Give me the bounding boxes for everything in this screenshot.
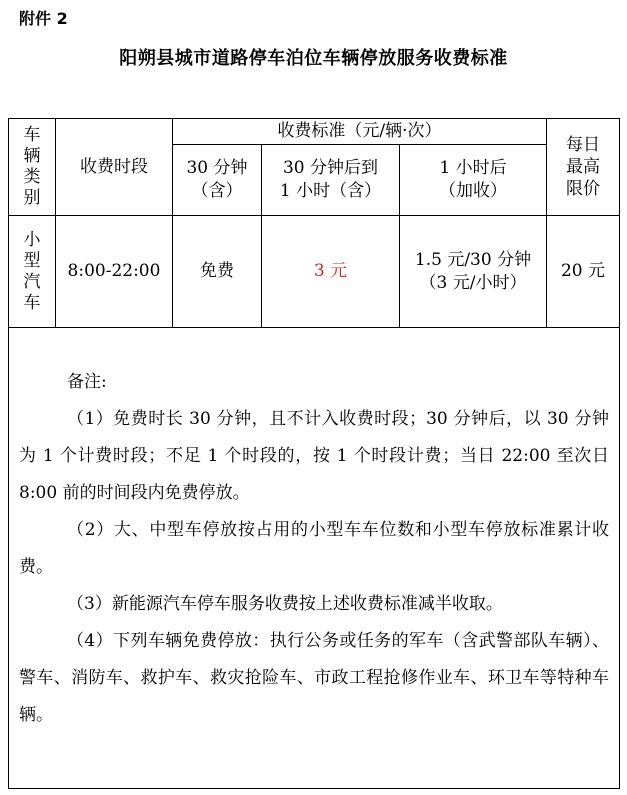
row-max-daily: 20 元 — [547, 216, 620, 328]
row-time-period: 8:00-22:00 — [56, 216, 173, 328]
row-30-to-60min-fee: 3 元 — [262, 216, 400, 328]
note-item-1: （1）免费时长 30 分钟，且不计入收费时段；30 分钟后，以 30 分钟为 1 个计费时段；不足 1 个时段的，按 1 个时段计费；当日 22:00 至次日 8:00 前的时间段内免费停放。 — [19, 409, 609, 503]
row-after-1h-fee: 1.5 元/30 分钟 （3 元/小时） — [400, 216, 547, 328]
header-30-to-60min: 30 分钟后到 1 小时（含） — [262, 145, 400, 216]
header-fee-standard: 收费标准（元/辆·次） — [173, 119, 547, 145]
note-item-2: （2）大、中型车停放按占用的小型车车位数和小型车停放标准累计收费。 — [19, 520, 609, 577]
notes-label: 备注: — [67, 372, 107, 392]
fee-table — [8, 118, 620, 328]
attachment-label: 附件 2 — [19, 9, 68, 28]
header-vehicle-type: 车 辆 类 别 — [9, 119, 56, 216]
note-item-4: （4）下列车辆免费停放：执行公务或任务的军车（含武警部队车辆）、警车、消防车、救护车、救灾抢险车、市政工程抢修作业车、环卫车等特种车辆。 — [19, 631, 609, 725]
header-time-period: 收费时段 — [56, 119, 173, 216]
row-vehicle-type: 小 型 汽 车 — [9, 216, 56, 328]
note-item-3: （3）新能源汽车停车服务收费按上述收费标准减半收取。 — [67, 594, 503, 614]
header-max-daily: 每日 最高 限价 — [547, 119, 620, 216]
document-title: 阳朔县城市道路停车泊位车辆停放服务收费标准 — [119, 48, 508, 69]
notes-section — [8, 328, 620, 789]
header-30min: 30 分钟 （含） — [173, 145, 262, 216]
row-30min-fee: 免费 — [173, 216, 262, 328]
header-after-1h: 1 小时后 （加收） — [400, 145, 547, 216]
